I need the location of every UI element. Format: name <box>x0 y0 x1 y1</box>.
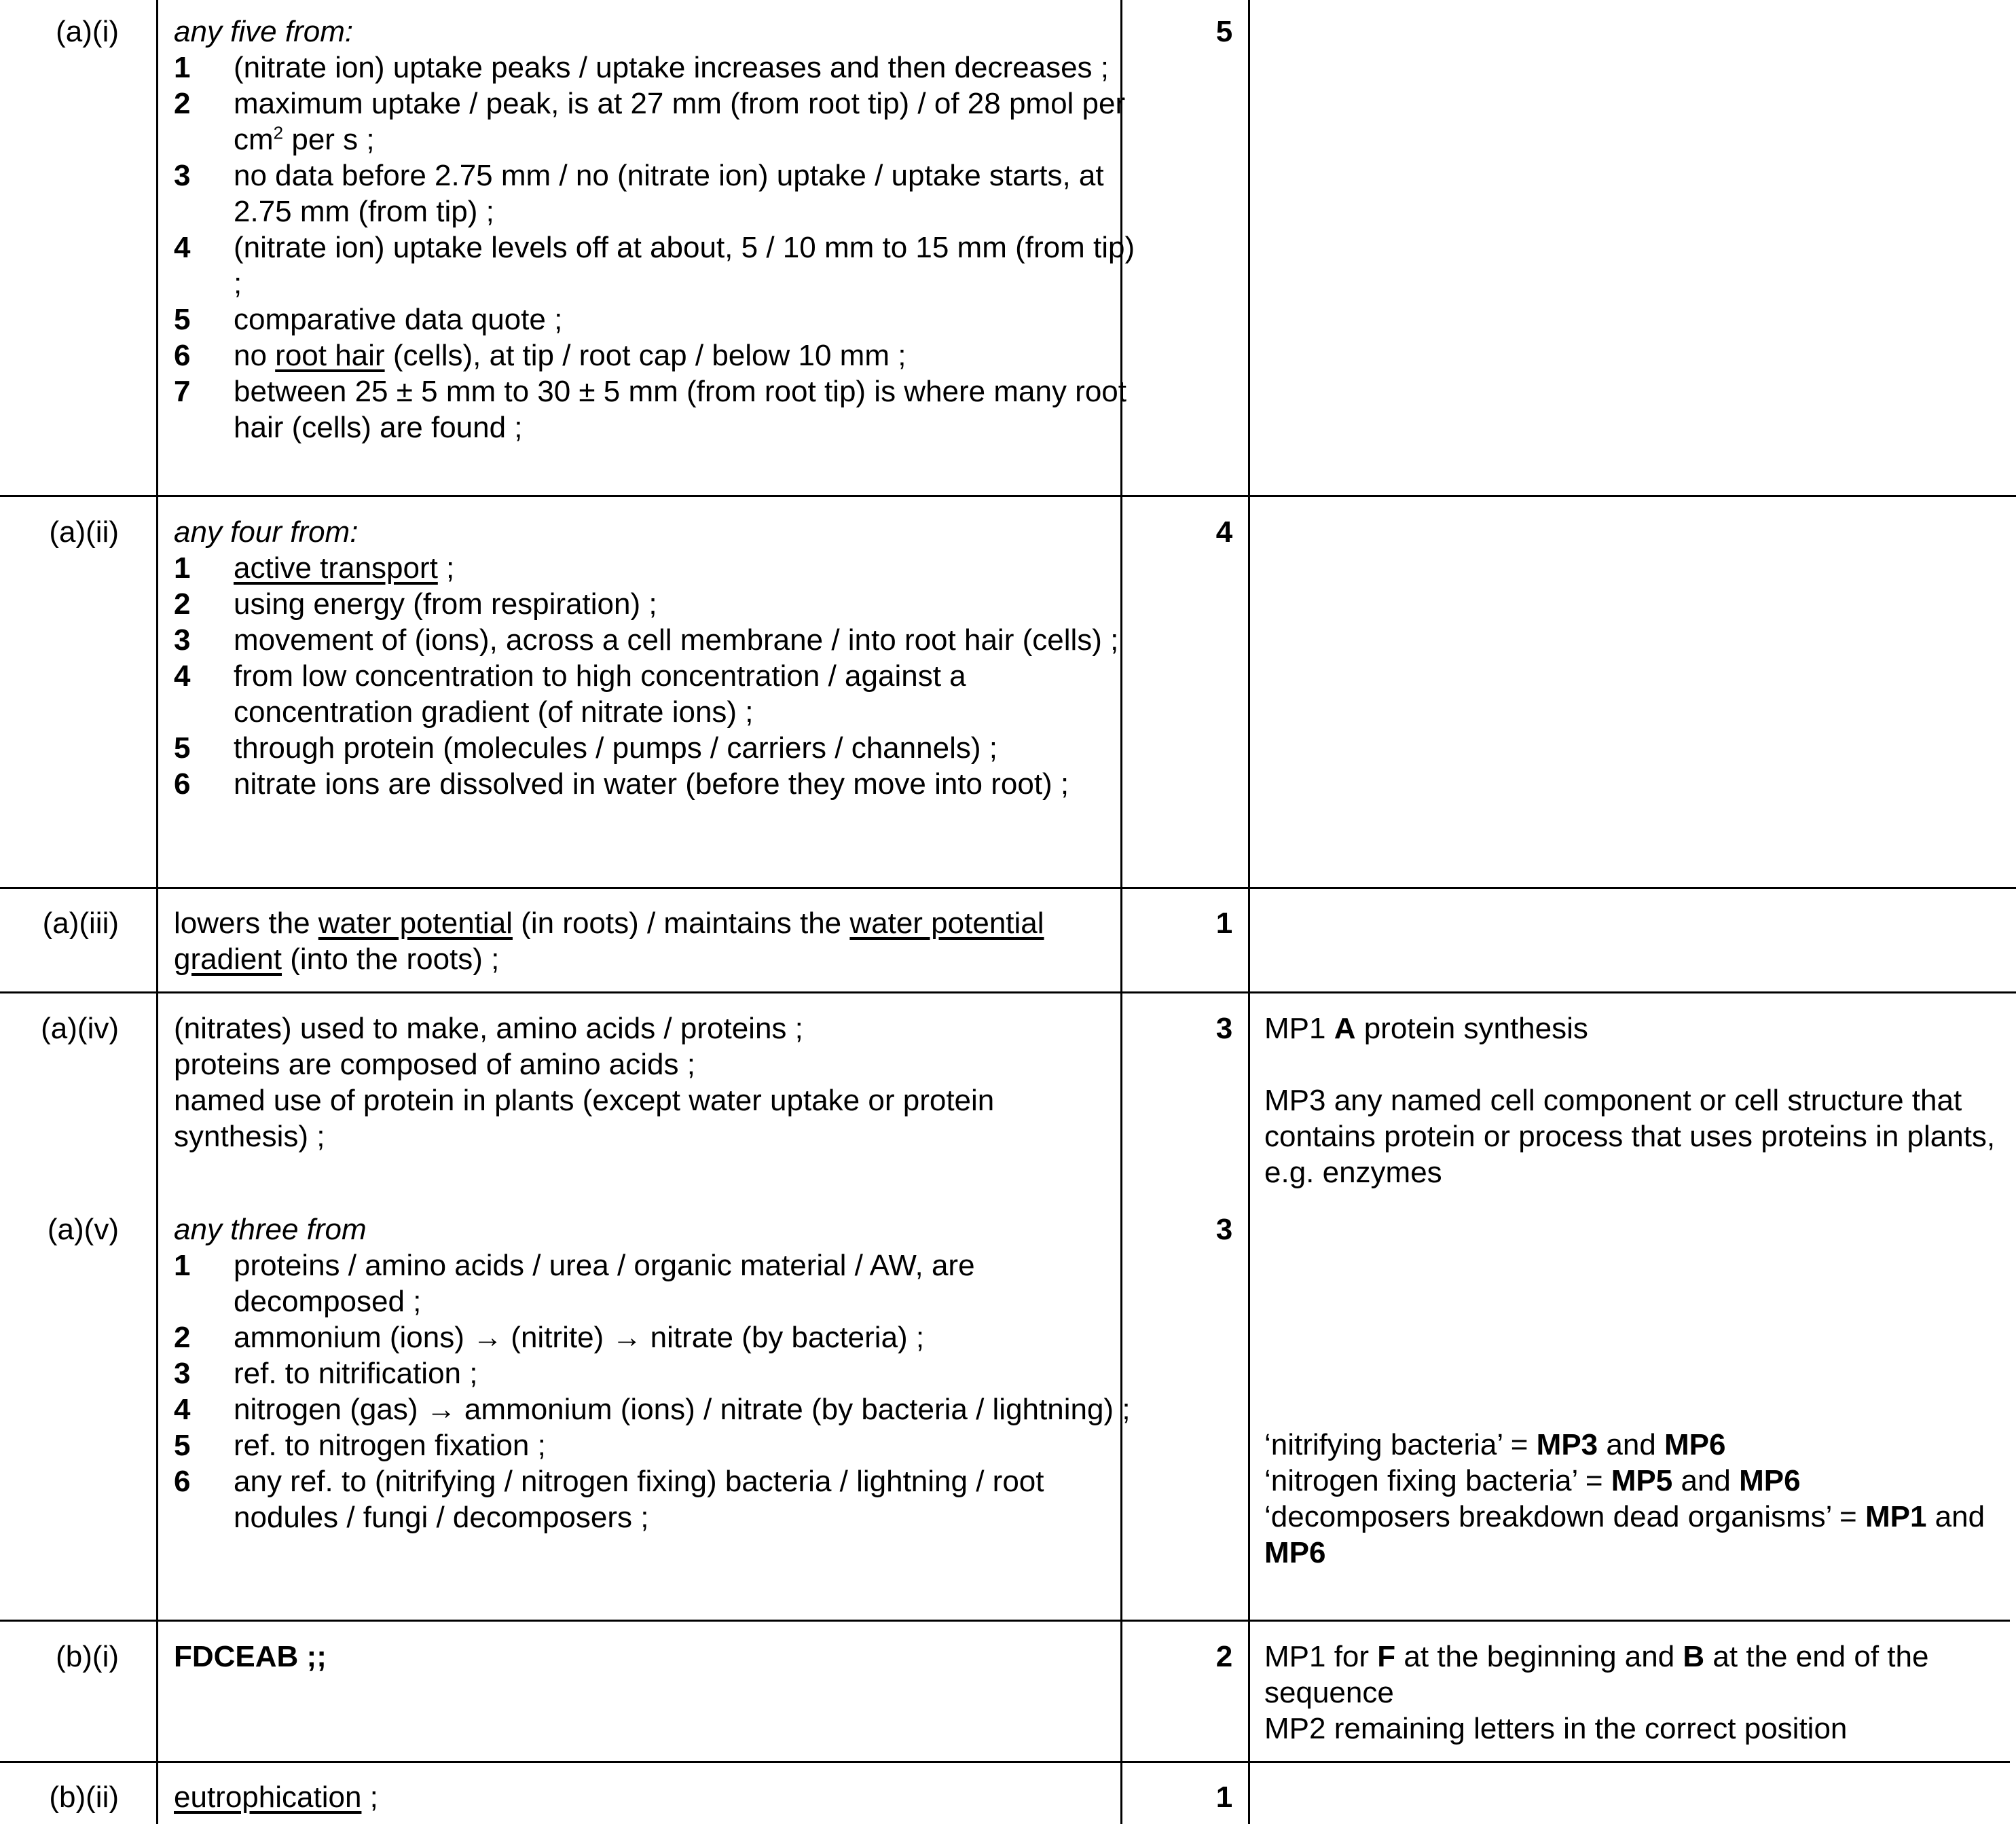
guidance-line: ‘nitrifying bacteria’ = MP3 and MP6 <box>1264 1428 1726 1461</box>
mark-point-number: 1 <box>174 1249 191 1282</box>
mark-point <box>174 50 1137 86</box>
mark-point-number: 2 <box>174 1321 191 1354</box>
mark-point-number: 5 <box>174 731 191 765</box>
marks-a-v: 3 <box>1215 1213 1233 1246</box>
mark-point-number: 6 <box>174 1465 191 1498</box>
row-divider-2 <box>0 887 2016 889</box>
answer-a-i <box>174 14 1137 445</box>
mark-point <box>174 658 1137 730</box>
question-label-a-i: (a)(i) <box>56 15 119 48</box>
mark-point-text: no <box>234 339 276 372</box>
question-label-b-i: (b)(i) <box>56 1640 119 1673</box>
mark-point-text: any ref. to (nitrifying / nitrogen fixing) bacteria / lightning / root nodules / fungi / decomposers ; <box>234 1465 1044 1534</box>
mark-point-number: 2 <box>174 587 191 621</box>
guidance-line: ‘nitrogen fixing bacteria’ = MP5 and MP6 <box>1264 1464 1801 1497</box>
mark-point-text: (cells), at tip / root cap / below 10 mm ; <box>384 339 906 372</box>
guidance-mp3: MP3 any named cell component or cell structure that contains protein or process that uses proteins in plants, e.g. enzymes <box>1264 1084 1996 1189</box>
answer-intro: any three from <box>174 1213 367 1246</box>
answer-a-v <box>174 1211 1137 1535</box>
guidance-mp1: MP1 A protein synthesis <box>1264 1012 1588 1045</box>
mark-point-text: comparative data quote ; <box>234 303 563 336</box>
mark-point-text: (nitrate ion) uptake levels off at about, 5 / 10 mm to 15 mm (from tip) ; <box>234 231 1135 300</box>
mark-point-text: movement of (ions), across a cell membrane / into root hair (cells) ; <box>234 623 1119 657</box>
mark-point <box>174 766 1137 802</box>
question-label-a-iv: (a)(iv) <box>41 1012 119 1045</box>
mark-point <box>174 730 1137 766</box>
mark-point <box>174 158 1137 230</box>
answer-line: proteins are composed of amino acids ; <box>174 1048 695 1081</box>
answer-line: named use of protein in plants (except water uptake or protein synthesis) ; <box>174 1084 995 1153</box>
mark-point-number: 6 <box>174 767 191 801</box>
question-label-a-v: (a)(v) <box>47 1213 119 1246</box>
mark-point-number: 1 <box>174 51 191 84</box>
mark-point-number: 6 <box>174 339 191 372</box>
mark-point-number: 4 <box>174 659 191 693</box>
mark-point <box>174 1391 1137 1427</box>
mark-point <box>174 230 1137 302</box>
mark-point-text: using energy (from respiration) ; <box>234 587 657 621</box>
underlined-term: water potential gradient <box>174 907 1044 976</box>
guidance-a-iv <box>1264 1010 1998 1190</box>
mark-point <box>174 1427 1137 1463</box>
underlined-term: eutrophication <box>174 1781 362 1814</box>
mark-point-number: 3 <box>174 623 191 657</box>
mark-point-text: per s ; <box>283 123 375 156</box>
mark-point-number: 4 <box>174 1393 191 1426</box>
marks-a-i: 5 <box>1215 15 1233 48</box>
mark-point-text: through protein (molecules / pumps / carriers / channels) ; <box>234 731 997 765</box>
mark-point <box>174 86 1137 158</box>
mark-point-number: 3 <box>174 159 191 192</box>
mark-point <box>174 550 1137 586</box>
mark-point <box>174 302 1137 338</box>
answer-b-ii: eutrophication ; <box>174 1781 378 1814</box>
mark-point-number: 7 <box>174 375 191 408</box>
mark-point-text: nitrogen (gas) → ammonium (ions) / nitrate (by bacteria / lightning) ; <box>234 1393 1131 1426</box>
superscript: 2 <box>273 122 284 143</box>
mark-point-text: maximum uptake / peak, is at 27 mm (from root tip) / of 28 pmol per cm <box>234 87 1126 156</box>
mark-point <box>174 373 1137 445</box>
row-divider-1 <box>0 495 2016 497</box>
guidance-line: MP2 remaining letters in the correct position <box>1264 1712 1848 1745</box>
marks-b-i: 2 <box>1215 1640 1233 1673</box>
answer-a-iv <box>174 1010 1104 1154</box>
mark-point <box>174 1463 1137 1535</box>
mark-point <box>174 338 1137 373</box>
column-divider-1 <box>156 0 158 1824</box>
mark-point-text: no data before 2.75 mm / no (nitrate ion) uptake / uptake starts, at 2.75 mm (from tip) ; <box>234 159 1104 228</box>
mark-point-text: proteins / amino acids / urea / organic material / AW, are decomposed ; <box>234 1249 975 1318</box>
mark-point <box>174 586 1137 622</box>
mark-point-number: 5 <box>174 303 191 336</box>
mark-point-number: 4 <box>174 231 191 264</box>
answer-a-ii <box>174 514 1137 802</box>
mark-point-number: 1 <box>174 551 191 585</box>
mark-point-text: ammonium (ions) → (nitrite) → nitrate (by bacteria) ; <box>234 1321 925 1354</box>
mark-point <box>174 622 1137 658</box>
mark-point-text: ref. to nitrification ; <box>234 1357 478 1390</box>
mark-point-number: 5 <box>174 1429 191 1462</box>
marks-b-ii: 1 <box>1215 1781 1233 1814</box>
mark-point-text: between 25 ± 5 mm to 30 ± 5 mm (from root tip) is where many root hair (cells) are found ; <box>234 375 1126 444</box>
question-label-a-ii: (a)(ii) <box>49 515 119 549</box>
guidance-line: MP1 for F at the beginning and B at the end of the sequence <box>1264 1640 1929 1709</box>
answer-b-i: FDCEAB ;; <box>174 1640 327 1673</box>
underlined-term: active transport <box>234 551 438 585</box>
mark-point-text: from low concentration to high concentration / against a concentration gradient (of nitrate ions) ; <box>234 659 966 729</box>
marks-a-iii: 1 <box>1215 907 1233 940</box>
marks-a-iv: 3 <box>1215 1012 1233 1045</box>
answer-a-iii: lowers the water potential (in roots) / maintains the water potential gradient (into the roots) ; <box>174 907 1044 976</box>
guidance-a-v <box>1264 1427 1998 1571</box>
question-label-b-ii: (b)(ii) <box>49 1781 119 1814</box>
question-label-a-iii: (a)(iii) <box>42 907 119 940</box>
mark-point-text: ; <box>437 551 455 585</box>
guidance-b-i <box>1264 1639 1998 1747</box>
row-divider-4 <box>0 1620 2010 1622</box>
marks-a-ii: 4 <box>1215 515 1233 549</box>
mark-point-text: (nitrate ion) uptake peaks / uptake increases and then decreases ; <box>234 51 1109 84</box>
mark-point-text: ref. to nitrogen fixation ; <box>234 1429 546 1462</box>
mark-point <box>174 1355 1137 1391</box>
mark-point-number: 2 <box>174 87 191 120</box>
mark-point <box>174 1247 1137 1319</box>
answer-intro: any four from: <box>174 515 359 549</box>
mark-point <box>174 1319 1137 1355</box>
column-divider-3 <box>1248 0 1250 1824</box>
guidance-line: ‘decomposers breakdown dead organisms’ = MP1 and MP6 <box>1264 1500 1985 1569</box>
row-divider-3 <box>0 991 2016 993</box>
mark-point-number: 3 <box>174 1357 191 1390</box>
underlined-term: water potential <box>318 907 513 940</box>
row-divider-5 <box>0 1761 2010 1763</box>
answer-line: (nitrates) used to make, amino acids / proteins ; <box>174 1012 803 1045</box>
answer-intro: any five from: <box>174 15 354 48</box>
mark-point-text: nitrate ions are dissolved in water (before they move into root) ; <box>234 767 1069 801</box>
underlined-term: root hair <box>275 339 385 372</box>
